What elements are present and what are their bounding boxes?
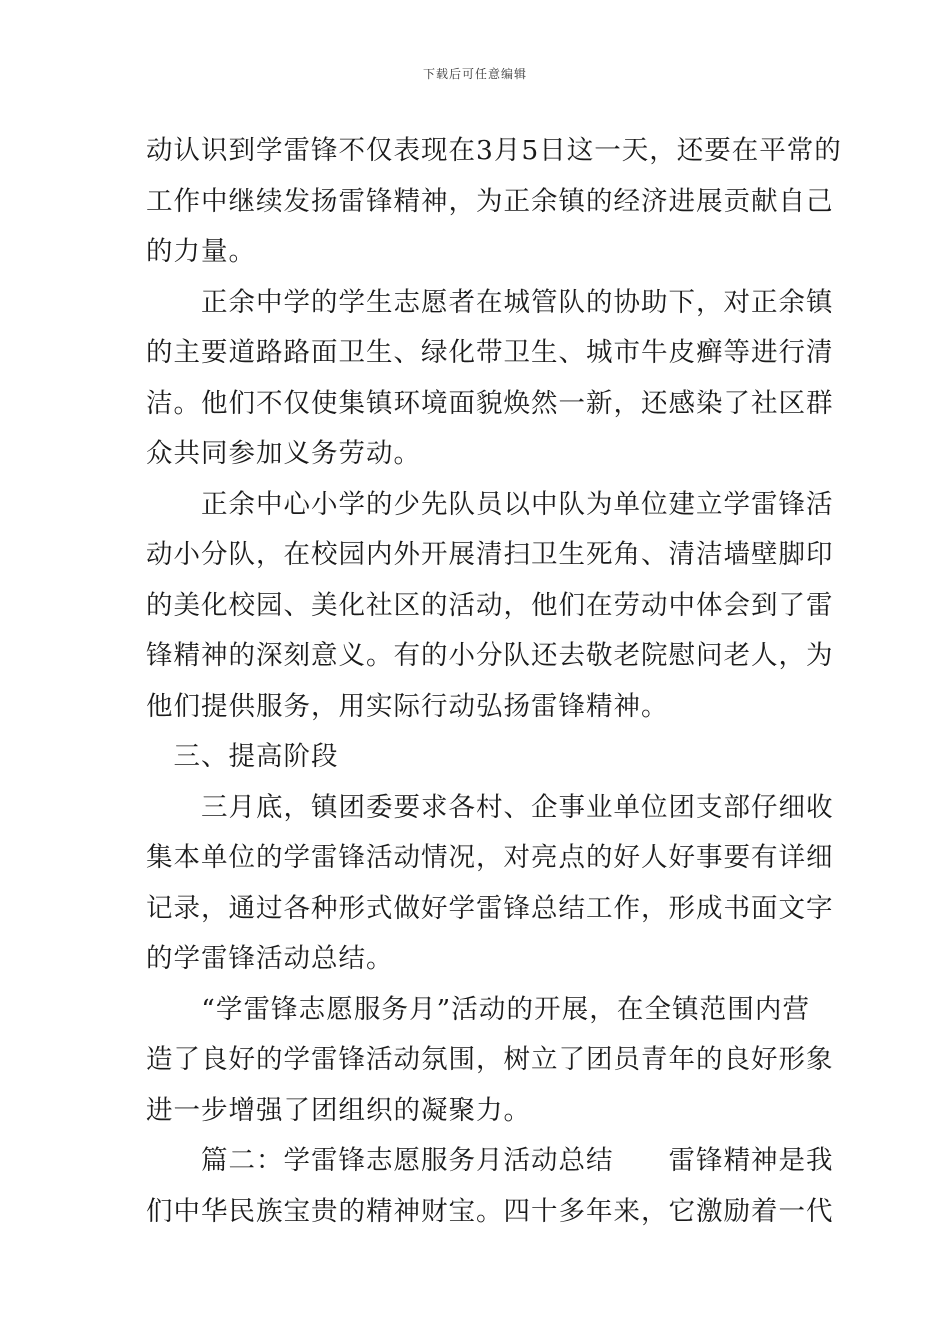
- text-line: 锋精神的深刻意义。有的小分队还去敬老院慰问老人，为: [146, 640, 834, 671]
- text-line: 三月底，镇团委要求各村、企事业单位团支部仔细收: [146, 791, 834, 823]
- text-line: 工作中继续发扬雷锋精神，为正余镇的经济进展贡献自己: [146, 185, 834, 217]
- text-line: 的主要道路路面卫生、绿化带卫生、城市牛皮癣等进行清: [146, 337, 834, 368]
- page-header: 下载后可任意编辑: [422, 67, 527, 81]
- text-line: 的力量。: [146, 236, 256, 267]
- text-line: “学雷锋志愿服务月”活动的开展，在全镇范围内营: [146, 993, 810, 1025]
- paragraph-4: [146, 783, 834, 985]
- text-line: 的美化校园、美化社区的活动，他们在劳动中体会到了雷: [146, 589, 834, 621]
- text-line: 篇二：学雷锋志愿服务月活动总结 雷锋精神是我: [146, 1145, 834, 1176]
- text-line: 造了良好的学雷锋活动氛围，树立了团员青年的良好形象: [146, 1044, 834, 1075]
- paragraph-5: [146, 985, 834, 1137]
- text-line: 动认识到学雷锋不仅表现在3月5日这一天，还要在平常的: [146, 135, 842, 166]
- text-line: 洁。他们不仅使集镇环境面貌焕然一新，还感染了社区群: [146, 387, 834, 419]
- text-line: 们中华民族宝贵的精神财宝。四十多年来，它激励着一代: [146, 1195, 834, 1227]
- document-body: [146, 126, 842, 1237]
- text-line: 正余中心小学的少先队员以中队为单位建立学雷锋活: [146, 488, 834, 520]
- text-line: 他们提供服务，用实际行动弘扬雷锋精神。: [146, 690, 669, 722]
- paragraph-3: [146, 480, 834, 733]
- text-line: 记录，通过各种形式做好学雷锋总结工作，形成书面文字: [146, 892, 834, 924]
- section-heading: [146, 732, 810, 783]
- text-line: 进一步增强了团组织的凝聚力。: [146, 1094, 531, 1126]
- text-line: 动小分队，在校园内外开展清扫卫生死角、清洁墙壁脚印: [146, 539, 834, 570]
- text-line: 众共同参加义务劳动。: [146, 438, 421, 469]
- paragraph-1: [146, 126, 842, 278]
- paragraph-6: [146, 1136, 834, 1237]
- text-line: 三、提高阶段: [146, 741, 339, 772]
- text-line: 的学雷锋活动总结。: [146, 943, 394, 974]
- text-line: 正余中学的学生志愿者在城管队的协助下，对正余镇: [146, 286, 834, 318]
- paragraph-2: [146, 278, 834, 480]
- text-line: 集本单位的学雷锋活动情况，对亮点的好人好事要有详细: [146, 842, 834, 873]
